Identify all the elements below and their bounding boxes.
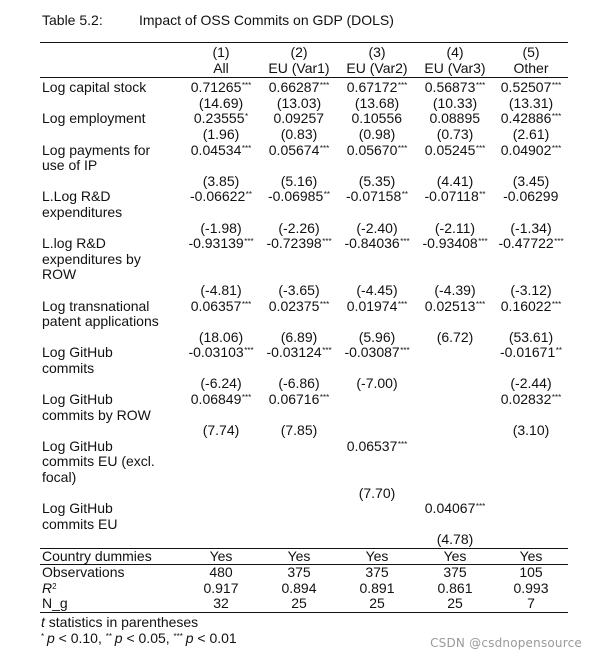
significance-stars: *** xyxy=(400,346,410,356)
tstat-cell: (-6.24) xyxy=(200,375,242,392)
cell: 25 xyxy=(291,595,307,612)
column-names xyxy=(182,61,568,77)
tstat-cell xyxy=(260,532,338,548)
significance-stars: *** xyxy=(397,299,408,309)
column-name: Other xyxy=(513,59,549,76)
coefficient-value: 0.04534 xyxy=(190,141,242,158)
coefficient-value: 0.56873 xyxy=(424,79,476,96)
cell: 105 xyxy=(519,564,543,580)
row-label: N_g xyxy=(42,595,68,612)
tstat-cell: (13.31) xyxy=(508,94,554,111)
coefficient-cell xyxy=(182,80,260,96)
table-row xyxy=(40,439,568,501)
coefficient-value: 0.71265 xyxy=(190,79,242,96)
tstat-cell: (-3.12) xyxy=(510,281,552,298)
coefficient-cell xyxy=(416,189,494,205)
coefficient-value: 0.08895 xyxy=(429,110,481,127)
coefficient-value: -0.03087 xyxy=(344,344,400,361)
coefficient-cell xyxy=(260,80,338,96)
table-row xyxy=(40,189,568,236)
significance-stars: *** xyxy=(397,439,408,449)
column-name: EU (Var2) xyxy=(346,59,408,76)
column-numbers xyxy=(182,45,568,61)
coefficient-cell xyxy=(416,143,494,159)
coefficient-cell xyxy=(338,501,416,517)
coefficient-value: 0.02832 xyxy=(500,391,552,408)
significance-stars: *** xyxy=(244,237,254,247)
summary-row-country-dummies xyxy=(40,549,568,565)
tstat-cell xyxy=(494,486,568,502)
cell: 25 xyxy=(447,595,463,612)
tstat-cell xyxy=(338,423,416,439)
coefficient-value: -0.03103 xyxy=(188,344,244,361)
tstat-cell: (18.06) xyxy=(198,328,244,345)
summary-row-r2 xyxy=(40,581,568,597)
cell: 0.917 xyxy=(203,579,239,596)
coefficient-cell xyxy=(182,299,260,315)
coefficient-value: -0.84036 xyxy=(344,235,400,252)
coefficient-cell xyxy=(182,501,260,517)
coefficient-cell xyxy=(338,111,416,127)
coefficient-value: 0.16022 xyxy=(500,297,552,314)
cell: 480 xyxy=(209,564,233,580)
coefficient-value: -0.72398 xyxy=(266,235,322,252)
table-row xyxy=(40,111,568,142)
significance-stars: ** xyxy=(245,190,252,200)
coefficient-cell xyxy=(260,143,338,159)
significance-stars: ** xyxy=(401,190,408,200)
column-number: (3) xyxy=(368,44,386,60)
coefficient-cell xyxy=(182,236,260,252)
row-label: use of IP xyxy=(42,157,98,174)
significance-stars: *** xyxy=(475,299,486,309)
column-name: All xyxy=(213,59,229,76)
coefficient-cell xyxy=(338,143,416,159)
significance-stars: *** xyxy=(319,299,330,309)
coefficient-cell xyxy=(494,111,568,127)
row-label: commits EU xyxy=(42,515,118,532)
cell: 0.891 xyxy=(359,579,395,596)
significance-stars: ** xyxy=(323,190,330,200)
row-label: commits xyxy=(42,359,95,376)
column-name: EU (Var3) xyxy=(424,59,486,76)
significance-stars: *** xyxy=(475,143,486,153)
coefficient-value: 0.05245 xyxy=(424,141,476,158)
tstat-cell: (-2.40) xyxy=(356,219,398,236)
tstat-cell: (-4.81) xyxy=(200,281,242,298)
coefficient-value: 0.06357 xyxy=(190,297,242,314)
tstat-cell: (-4.39) xyxy=(434,281,476,298)
row-label: Log employment xyxy=(42,110,146,127)
coefficient-cell xyxy=(494,345,568,361)
regression-table-summary xyxy=(40,564,568,613)
cell: 0.894 xyxy=(281,579,317,596)
significance-stars: ** xyxy=(479,190,486,200)
coefficient-cell xyxy=(260,501,338,517)
coefficient-cell xyxy=(182,439,260,455)
significance-stars: * xyxy=(244,112,249,122)
tstat-cell: (2.61) xyxy=(512,125,550,142)
tstat-cell: (1.96) xyxy=(202,125,240,142)
tstat-cell xyxy=(416,486,494,502)
significance-stars: *** xyxy=(397,143,408,153)
coefficient-value: -0.03124 xyxy=(266,344,322,361)
watermark: CSDN @csdnopensource xyxy=(430,636,582,650)
column-name: EU (Var1) xyxy=(268,59,330,76)
table-row xyxy=(40,345,568,392)
tstat-cell xyxy=(182,532,260,548)
table-row xyxy=(40,299,568,346)
significance-stars: *** xyxy=(244,346,254,356)
significance-stars: *** xyxy=(322,346,332,356)
coefficient-cell xyxy=(494,236,568,252)
coefficient-cell xyxy=(416,501,494,517)
coefficient-cell xyxy=(338,189,416,205)
coefficient-value: 0.66287 xyxy=(268,79,320,96)
tstat-cell: (13.03) xyxy=(276,94,322,111)
tstat-cell xyxy=(416,423,494,439)
significance-stars: *** xyxy=(241,299,252,309)
coefficient-cell xyxy=(416,111,494,127)
row-label: Log GitHub xyxy=(42,344,113,361)
coefficient-value: -0.47722 xyxy=(498,235,554,252)
coefficient-cell xyxy=(416,236,494,252)
coefficient-cell xyxy=(182,143,260,159)
bottom-rule xyxy=(40,612,568,613)
tstat-cell: (-3.65) xyxy=(278,281,320,298)
coefficient-cell xyxy=(182,392,260,408)
significance-stars: *** xyxy=(241,81,252,91)
tstat-cell: (14.69) xyxy=(198,94,244,111)
coefficient-cell xyxy=(338,80,416,96)
significance-stars: *** xyxy=(241,393,252,403)
cell: 0.993 xyxy=(513,579,549,596)
significance-stars: *** xyxy=(319,143,330,153)
table-row xyxy=(40,80,568,111)
tstat-cell: (5.16) xyxy=(280,172,318,189)
coefficient-value: -0.93139 xyxy=(188,235,244,252)
significance-stars: *** xyxy=(319,393,330,403)
tstat-cell: (-4.45) xyxy=(356,281,398,298)
summary-row-n-g xyxy=(40,596,568,612)
row-label: Log capital stock xyxy=(42,79,147,96)
significance-stars: *** xyxy=(475,502,486,512)
tstat-cell: (5.35) xyxy=(358,172,396,189)
tstat-cell: (7.74) xyxy=(202,422,240,439)
coefficient-value: -0.07118 xyxy=(424,188,479,205)
coefficient-cell xyxy=(494,392,568,408)
column-number: (2) xyxy=(290,44,308,60)
tstat-cell: (0.83) xyxy=(280,125,318,142)
coefficient-value: -0.06299 xyxy=(503,188,559,205)
row-label: Log payments for xyxy=(42,141,151,158)
significance-stars: *** xyxy=(551,393,562,403)
table-row xyxy=(40,236,568,298)
coefficient-value: 0.01974 xyxy=(346,297,398,314)
table-row xyxy=(40,392,568,439)
coefficient-value: 0.05674 xyxy=(268,141,320,158)
tstat-cell: (3.85) xyxy=(202,172,240,189)
row-label: Log GitHub xyxy=(42,391,113,408)
coefficient-value: 0.06849 xyxy=(190,391,242,408)
table-title xyxy=(42,11,394,29)
row-label: commits by ROW xyxy=(42,406,151,423)
coefficient-value: 0.04067 xyxy=(424,500,476,517)
tstat-cell xyxy=(260,486,338,502)
significance-stars: ** xyxy=(555,346,562,356)
coefficient-cell xyxy=(182,345,260,361)
coefficient-cell xyxy=(494,439,568,455)
coefficient-cell xyxy=(338,345,416,361)
coefficient-value: -0.06985 xyxy=(267,188,324,205)
coefficient-value: -0.93408 xyxy=(422,235,478,252)
significance-stars: *** xyxy=(554,237,564,247)
tstat-cell: (6.72) xyxy=(436,328,474,345)
coefficient-cell xyxy=(494,189,568,205)
cell: Yes xyxy=(443,548,467,564)
coefficient-cell xyxy=(260,111,338,127)
tstat-cell: (4.41) xyxy=(436,172,474,189)
coefficient-value: 0.05670 xyxy=(346,141,398,158)
coefficient-cell xyxy=(182,189,260,205)
cell: 32 xyxy=(213,595,229,612)
cell: 7 xyxy=(527,595,535,612)
coefficient-value: 0.06537 xyxy=(346,437,398,454)
table-row xyxy=(40,501,568,548)
row-label: patent applications xyxy=(42,313,159,330)
coefficient-cell xyxy=(338,299,416,315)
coefficient-value: 0.23555 xyxy=(193,110,245,127)
coefficient-value: 0.06716 xyxy=(268,391,320,408)
coefficient-value: -0.06622 xyxy=(189,188,246,205)
coefficient-cell xyxy=(260,299,338,315)
coefficient-cell xyxy=(416,80,494,96)
significance-stars: *** xyxy=(551,112,562,122)
tstat-cell: (3.45) xyxy=(512,172,550,189)
tstat-cell: (0.73) xyxy=(436,125,474,142)
cell: Yes xyxy=(365,548,389,564)
significance-stars: *** xyxy=(397,81,408,91)
row-label: commits EU (excl. xyxy=(42,453,155,470)
cell: 375 xyxy=(443,564,467,580)
tstat-cell: (53.61) xyxy=(508,328,554,345)
coefficient-cell xyxy=(416,439,494,455)
tstat-cell: (-6.86) xyxy=(278,375,320,392)
coefficient-cell xyxy=(494,299,568,315)
tstat-cell: (-2.26) xyxy=(278,219,320,236)
coefficient-value: 0.02513 xyxy=(424,297,476,314)
significance-stars: *** xyxy=(551,81,562,91)
coefficient-value: 0.42886 xyxy=(500,110,552,127)
significance-stars: *** xyxy=(241,143,252,153)
row-label: focal) xyxy=(42,469,77,486)
tstat-cell xyxy=(338,532,416,548)
tstat-cell: (7.70) xyxy=(358,484,396,501)
table-header xyxy=(40,43,568,77)
table-summary xyxy=(40,549,568,565)
coefficient-value: -0.07158 xyxy=(345,188,402,205)
coefficient-value: 0.52507 xyxy=(500,79,552,96)
tstat-cell: (6.89) xyxy=(280,328,318,345)
coefficient-cell xyxy=(494,501,568,517)
row-label: expenditures xyxy=(42,203,123,220)
row-label: Log GitHub xyxy=(42,500,113,517)
table-row xyxy=(40,143,568,190)
coefficient-cell xyxy=(260,189,338,205)
tstat-cell: (7.85) xyxy=(280,422,318,439)
coefficient-value: 0.02375 xyxy=(268,297,320,314)
cell: Yes xyxy=(519,548,543,564)
tstat-cell: (4.78) xyxy=(436,531,474,548)
coefficient-cell xyxy=(182,111,260,127)
row-label: expenditures by xyxy=(42,250,141,267)
tstat-cell: (3.10) xyxy=(512,422,550,439)
coefficient-value: 0.09257 xyxy=(273,110,325,127)
coefficient-cell xyxy=(260,236,338,252)
coefficient-cell xyxy=(416,299,494,315)
coefficient-value: 0.10556 xyxy=(351,110,403,127)
row-label: Observations xyxy=(42,564,125,580)
tstat-cell: (-2.44) xyxy=(510,375,552,392)
tstat-cell xyxy=(494,532,568,548)
tstat-cell xyxy=(182,486,260,502)
coefficient-cell xyxy=(494,143,568,159)
regression-table xyxy=(40,42,568,565)
significance-stars: *** xyxy=(475,81,486,91)
tstat-cell: (-1.34) xyxy=(510,219,552,236)
table-body xyxy=(40,78,568,548)
column-number: (4) xyxy=(446,44,464,60)
cell: Yes xyxy=(209,548,233,564)
summary-row-observations xyxy=(40,565,568,581)
cell: 0.861 xyxy=(437,579,473,596)
coefficient-cell xyxy=(416,345,494,361)
tstat-cell xyxy=(416,376,494,392)
tstat-cell: (0.98) xyxy=(358,125,396,142)
row-label: L.Log R&D xyxy=(42,188,111,205)
significance-stars: *** xyxy=(478,237,488,247)
cell: 375 xyxy=(287,564,311,580)
row-label: Log transnational xyxy=(42,297,150,314)
row-label: $R^2$ xyxy=(42,579,57,596)
significance-stars: *** xyxy=(551,143,562,153)
coefficient-cell xyxy=(494,80,568,96)
tstat-cell: (10.33) xyxy=(432,94,478,111)
cell: 375 xyxy=(365,564,389,580)
coefficient-cell xyxy=(260,439,338,455)
footnote-tstat: t statistics in parentheses xyxy=(41,614,199,630)
column-number: (1) xyxy=(212,44,230,60)
coefficient-cell xyxy=(416,392,494,408)
tstat-cell: (-7.00) xyxy=(356,375,398,392)
coefficient-value: 0.67172 xyxy=(346,79,398,96)
coefficient-cell xyxy=(338,392,416,408)
tstat-cell: (-1.98) xyxy=(200,219,242,236)
table-caption: Impact of OSS Commits on GDP (DOLS) xyxy=(139,12,394,28)
coefficient-cell xyxy=(260,345,338,361)
significance-stars: *** xyxy=(551,299,562,309)
tstat-cell: (13.68) xyxy=(354,94,400,111)
coefficient-cell xyxy=(260,392,338,408)
significance-stars: *** xyxy=(400,237,410,247)
coefficient-value: 0.04902 xyxy=(500,141,552,158)
significance-stars: *** xyxy=(319,81,330,91)
row-label: ROW xyxy=(42,266,77,283)
significance-stars: *** xyxy=(322,237,332,247)
cell: Yes xyxy=(287,548,311,564)
row-label: Log GitHub xyxy=(42,437,113,454)
table-number: Table 5.2: xyxy=(42,12,103,28)
coefficient-cell xyxy=(338,236,416,252)
coefficient-cell xyxy=(338,439,416,455)
tstat-cell: (-2.11) xyxy=(434,219,476,236)
tstat-cell: (5.96) xyxy=(358,328,396,345)
footnote-significance: * p < 0.10, ** p < 0.05, *** p < 0.01 xyxy=(41,630,237,646)
row-label: L.log R&D xyxy=(42,235,106,252)
coefficient-value: -0.01671 xyxy=(499,344,556,361)
row-label: Country dummies xyxy=(42,548,152,564)
cell: 25 xyxy=(369,595,385,612)
column-number: (5) xyxy=(522,44,540,60)
